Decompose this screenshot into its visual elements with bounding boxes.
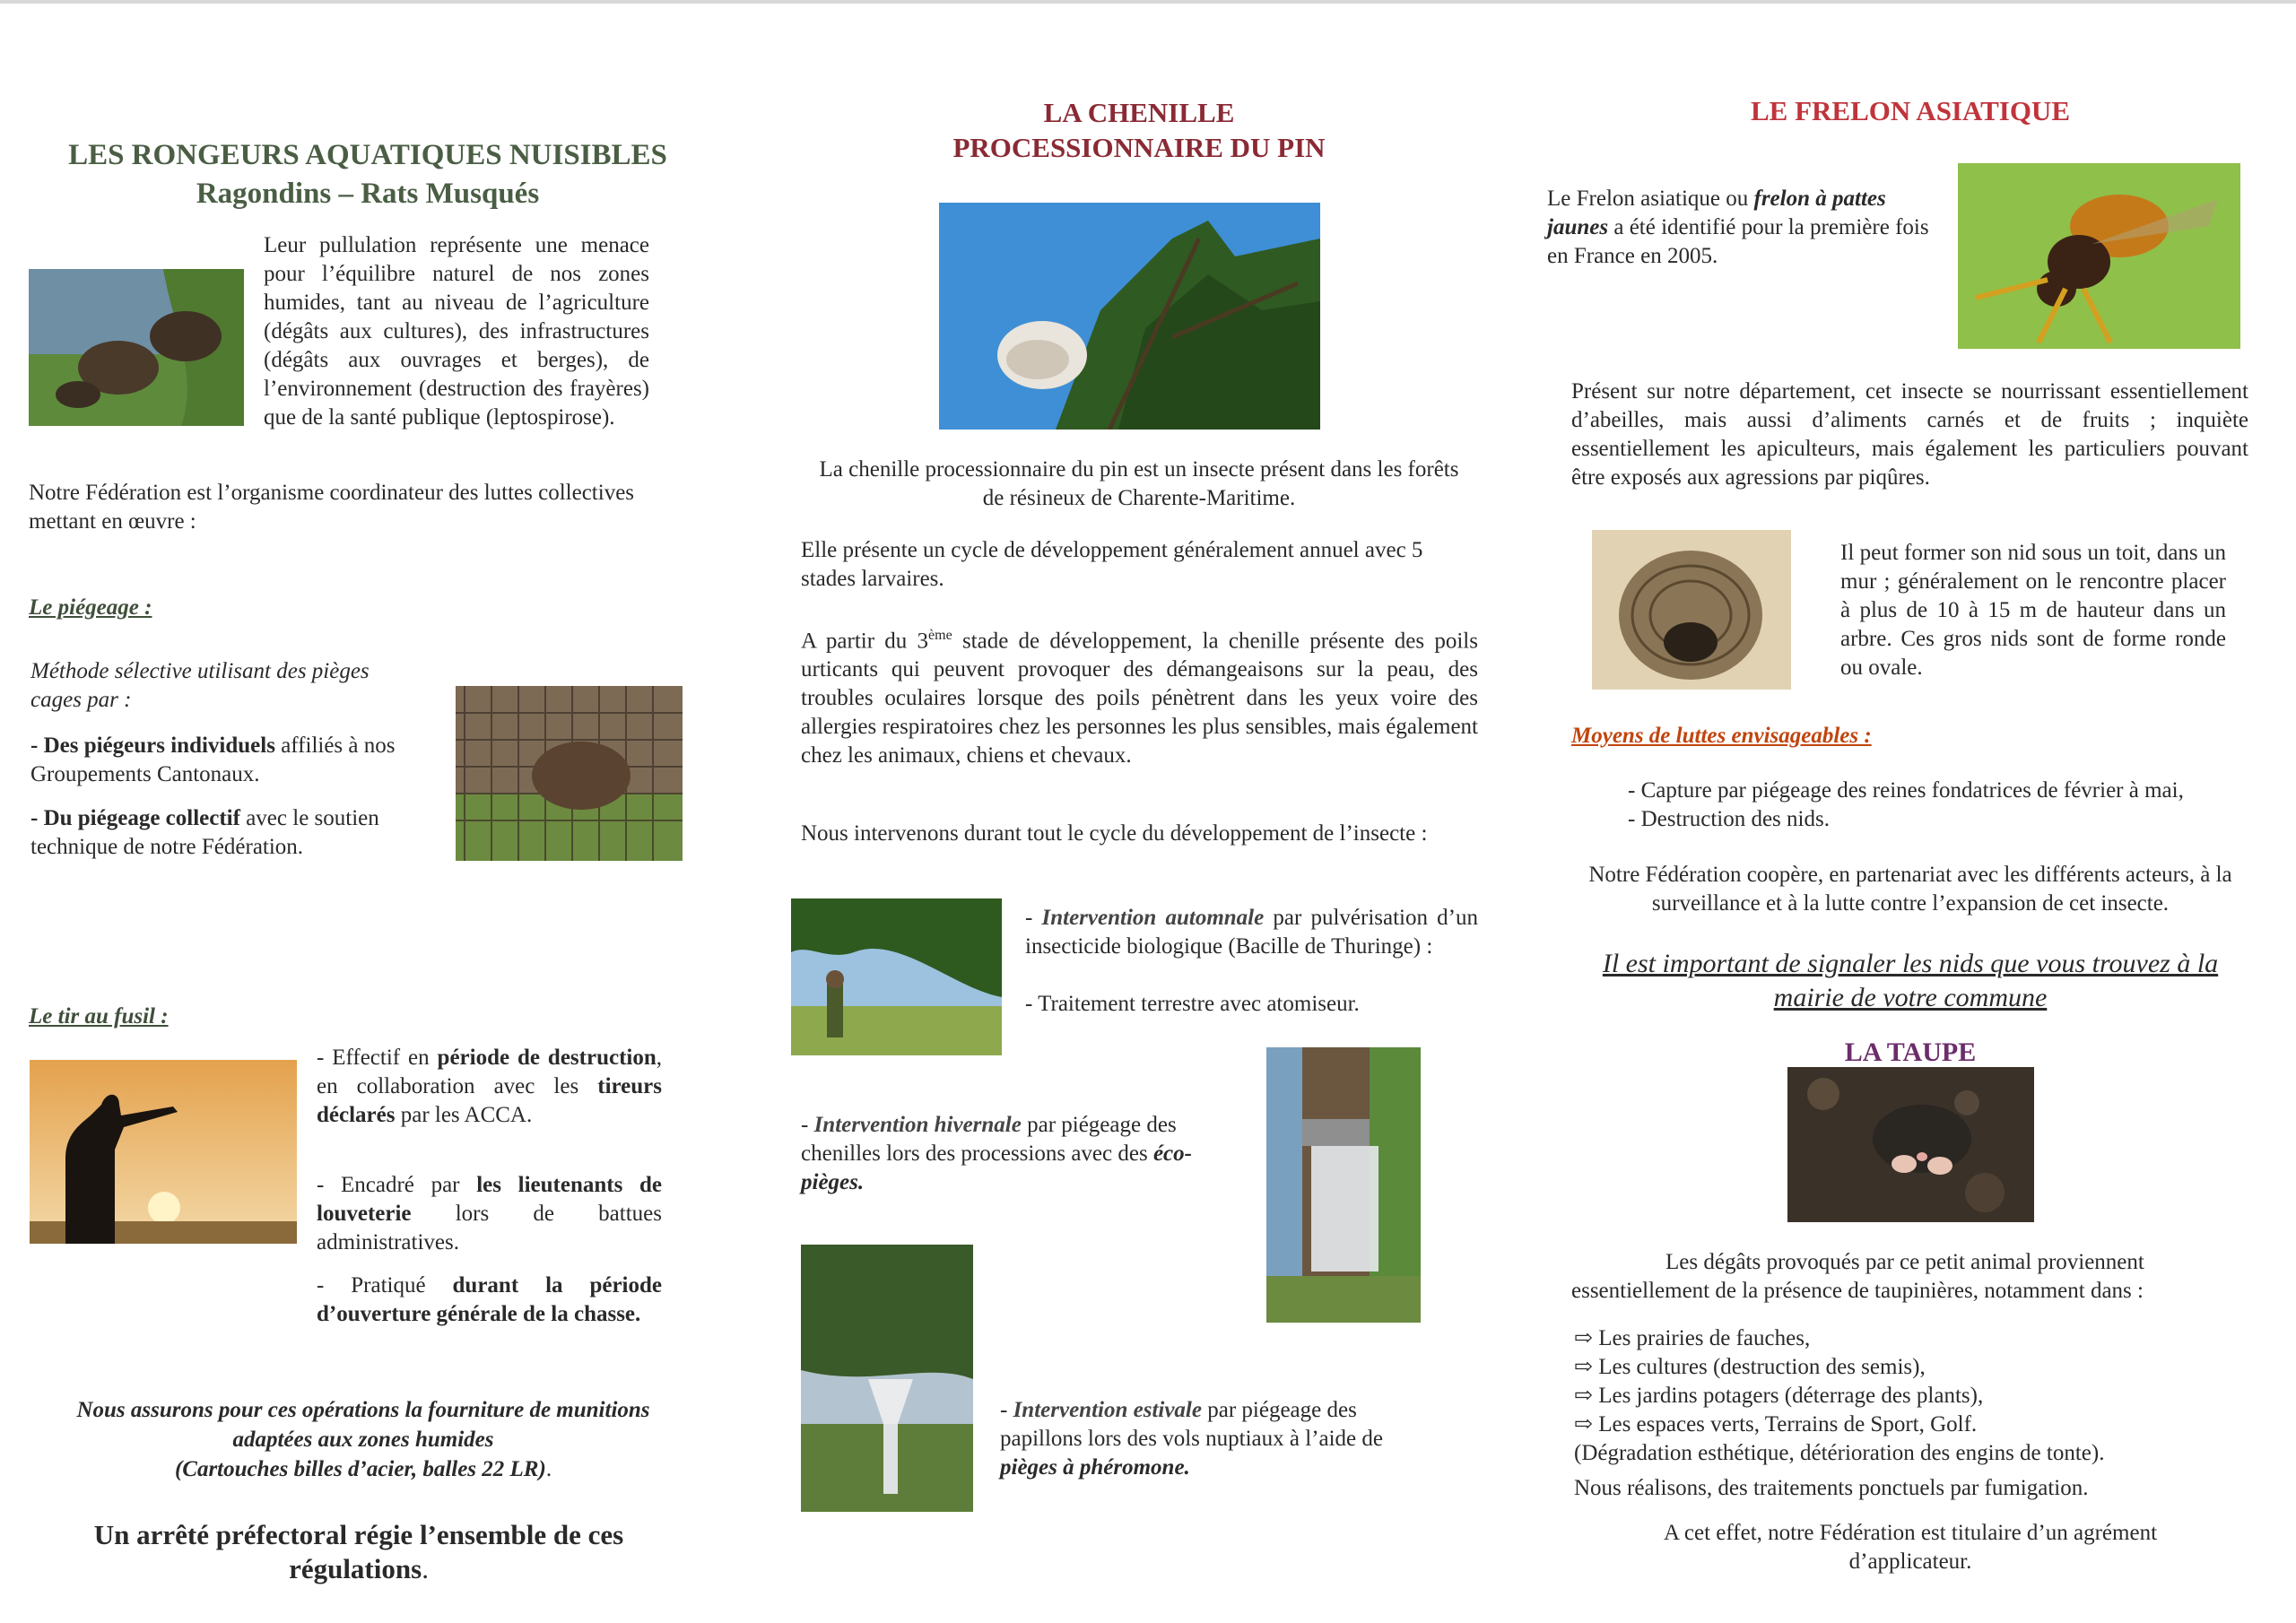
frelon-photo: [1958, 163, 2240, 349]
arrow-icon: ⇨: [1574, 1355, 1593, 1379]
chenille-intro: La chenille processionnaire du pin est un insecte présent dans les forêts de résineux de Charente-Maritime.: [819, 457, 1459, 510]
tir-item-2-a: - Encadré par: [317, 1173, 477, 1197]
munitions-line-2: (Cartouches billes d’acier, balles 22 LR): [174, 1457, 546, 1481]
chenille-title-line-1: LA CHENILLE: [1043, 97, 1235, 128]
tir-item-1-a: - Effectif en: [317, 1046, 438, 1070]
frelon-nid: Il peut former son nid sous un toit, dans un mur ; généralement on le rencontre placer à plus de 10 à 15 m de hauteur dans un arbre. Ces gros nids sont de forme ronde ou ovale.: [1840, 541, 2226, 680]
ragondins-photo: [29, 269, 244, 426]
tir-item-2-b: les lieutenants de louveterie: [317, 1173, 662, 1226]
atomiseur-photo: [791, 898, 1002, 1055]
piege-cage-photo: [456, 686, 683, 861]
federation-text: Notre Fédération est l’organisme coordinateur des luttes collectives mettant en œuvre :: [29, 481, 635, 534]
tir-item-1-b: période de destruction: [437, 1046, 657, 1070]
tir-item-1: [317, 1044, 662, 1130]
tir-item-2-c: lors de battues administratives.: [317, 1202, 662, 1254]
top-border: [0, 0, 2296, 4]
taupe-traitements: Nous réalisons, des traitements ponctuels par fumigation.: [1574, 1476, 2089, 1500]
estivale-em: pièges à phéromone.: [1000, 1455, 1190, 1480]
hivernale-text: par piégeage des chenilles lors des processions avec des: [801, 1113, 1177, 1166]
piegeage-item-2: [30, 804, 416, 862]
piegeage-item-2-bold: - Du piégeage collectif: [30, 806, 240, 830]
taupe-degradation: (Dégradation esthétique, détérioration des engins de tonte).: [1574, 1441, 2105, 1465]
nid-frelon-photo: [1592, 530, 1791, 690]
chenille-stade-sup: ème: [928, 628, 952, 643]
frelon-intro-b: a été identifié pour la première fois en France en 2005.: [1547, 215, 1929, 268]
arrete-main: Un arrêté préfectoral régie l’ensemble de ces régulations: [93, 1519, 624, 1584]
munitions-line-1: Nous assurons pour ces opérations la fourniture de munitions adaptées aux zones humides: [76, 1398, 650, 1452]
taupe-photo: [1787, 1067, 2034, 1222]
chenille-stade-b: stade de développement, la chenille présente des poils urticants qui peuvent provoquer des démangeaisons sur la peau, des troubles oculaires lorsque des poils pénètrent dans les yeux voire des allergies respiratoires chez les personnes les plus sensibles, mais également chez les animaux, chiens et chevaux.: [801, 629, 1478, 768]
frelon-title: LE FRELON ASIATIQUE: [1750, 95, 2070, 126]
taupe-degats: Les dégâts provoqués par ce petit animal proviennent essentiellement de la présence de taupinières, notamment dans :: [1571, 1250, 2144, 1303]
taupe-item-2: ⇨ Les cultures (destruction des semis),: [1574, 1355, 1926, 1379]
piegeage-item-2-rest: avec le soutien technique de notre Fédération.: [30, 806, 379, 859]
intervention-estivale: - Intervention estivale par piégeage des papillons lors des vols nuptiaux à l’aide de pièges à phéromone.: [1000, 1398, 1384, 1480]
tir-item-1-c: , en collaboration avec les: [317, 1046, 662, 1098]
arrete-text: [63, 1518, 655, 1586]
frelon-intro-em: frelon à pattes jaunes: [1547, 187, 1886, 239]
tir-heading: Le tir au fusil :: [29, 1004, 169, 1028]
moyens-item-2: - Destruction des nids.: [1628, 807, 1830, 831]
piegeage-item-1: [30, 732, 416, 789]
tir-item-3: [317, 1271, 662, 1329]
hivernale-em: éco-pièges.: [801, 1141, 1192, 1194]
taupe-item-1: ⇨ Les prairies de fauches,: [1574, 1326, 1811, 1350]
automnale-text: par pulvérisation d’un insecticide biologique (Bacille de Thuringe) :: [1025, 906, 1479, 959]
frelon-present: Présent sur notre département, cet insecte se nourrissant essentiellement d’abeilles, mais aussi d’aliments carnés et de fruits ; inquiète essentiellement les apiculteurs, mais également les particuliers pouvant être exposés aux agressions par piqûres.: [1571, 379, 2248, 490]
tir-item-1-d: tireurs déclarés: [317, 1074, 662, 1127]
tir-item-2: [317, 1171, 662, 1257]
taupe-item-3: ⇨ Les jardins potagers (déterrage des plants),: [1574, 1384, 1984, 1408]
piegeage-item-1-bold: - Des piégeurs individuels: [30, 733, 275, 758]
chasseur-photo: [30, 1060, 297, 1244]
pin-nid-photo: [939, 203, 1320, 430]
taupe-agrement: A cet effet, notre Fédération est titulaire d’un agrément d’applicateur.: [1663, 1521, 2158, 1574]
arrow-icon: ⇨: [1574, 1326, 1593, 1350]
estivale-text: par piégeage des papillons lors des vols nuptiaux à l’aide de: [1000, 1398, 1384, 1451]
chenille-stade: [801, 621, 1478, 770]
eco-piege-photo: [1266, 1047, 1421, 1323]
frelon-intro-a: Le Frelon asiatique ou: [1547, 187, 1754, 211]
tir-item-3-a: - Pratiqué: [317, 1273, 453, 1298]
rongeurs-title-main: LES RONGEURS AQUATIQUES NUISIBLES: [68, 139, 667, 171]
arrow-icon: ⇨: [1574, 1412, 1593, 1436]
piege-pheromone-photo: [801, 1245, 973, 1512]
intervention-hivernale: - Intervention hivernale par piégeage des chenilles lors des processions avec des éco-pièges.: [801, 1113, 1192, 1194]
moyens-item-1: - Capture par piégeage des reines fondatrices de février à mai,: [1628, 778, 2184, 803]
hivernale-label: Intervention hivernale: [813, 1113, 1022, 1137]
rongeurs-intro: Leur pullulation représente une menace pour l’équilibre naturel de nos zones humides, tant au niveau de l’agriculture (dégâts aux cultures), des infrastructures (dégâts aux ouvrages et berges), de l’environnement (destruction des frayères) que de la santé publique (leptospirose).: [264, 233, 649, 430]
rongeurs-subtitle: Ragondins – Rats Musqués: [196, 177, 540, 210]
chenille-intervenons: Nous intervenons durant tout le cycle du développement de l’insecte :: [801, 821, 1428, 846]
piegeage-method: Méthode sélective utilisant des pièges cages par :: [30, 659, 370, 712]
intervention-automnale: - Intervention automnale par pulvérisation d’un insecticide biologique (Bacille de Thuringe) :: [1025, 906, 1479, 959]
moyens-heading: Moyens de luttes envisageables :: [1571, 724, 1872, 748]
chenille-title: [789, 95, 1489, 165]
piegeage-heading: Le piégeage :: [29, 595, 152, 620]
tir-item-3-b: durant la période d’ouverture générale de la chasse.: [317, 1273, 663, 1326]
rongeurs-title: [27, 136, 709, 213]
taupe-item-4: ⇨ Les espaces verts, Terrains de Sport, Golf.: [1574, 1412, 1978, 1436]
chenille-stade-a: A partir du 3: [801, 629, 929, 654]
frelon-cooperation: Notre Fédération coopère, en partenariat avec les différents acteurs, à la surveillance et à la lutte contre l’expansion de cet insecte.: [1588, 863, 2232, 916]
moyens-list: [1628, 777, 2256, 834]
estivale-label: Intervention estivale: [1013, 1398, 1202, 1422]
arrete-dot: .: [422, 1553, 429, 1584]
frelon-intro: [1547, 185, 1933, 271]
tir-item-1-e: par les ACCA.: [395, 1103, 533, 1127]
frelon-signaler: Il est important de signaler les nids que vous trouvez à la mairie de votre commune: [1602, 949, 2219, 1012]
taupe-list: [1574, 1324, 2256, 1468]
chenille-title-line-2: PROCESSIONNAIRE DU PIN: [952, 132, 1326, 163]
piegeage-item-1-rest: affiliés à nos Groupements Cantonaux.: [30, 733, 396, 786]
chenille-cycle: Elle présente un cycle de développement généralement annuel avec 5 stades larvaires.: [801, 538, 1423, 591]
automnale-traitement: - Traitement terrestre avec atomiseur.: [1025, 992, 1360, 1016]
munitions-dot: .: [545, 1457, 552, 1481]
taupe-title: LA TAUPE: [1844, 1037, 1977, 1067]
automnale-label: Intervention automnale: [1041, 906, 1265, 930]
arrow-icon: ⇨: [1574, 1384, 1593, 1408]
munitions-text: [36, 1395, 691, 1484]
